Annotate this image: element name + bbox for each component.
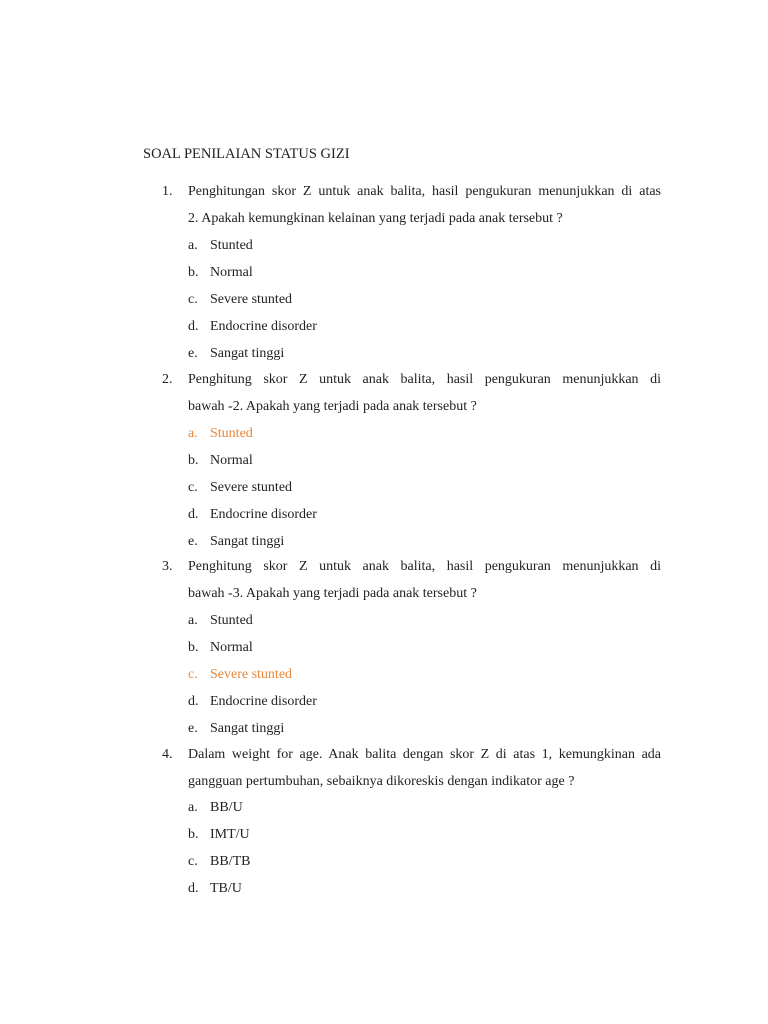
q2-option-e-text: Sangat tinggi	[210, 534, 285, 549]
q1-option-c-letter: c.	[188, 292, 198, 307]
q3-option-e-text: Sangat tinggi	[210, 721, 285, 736]
question-3-line-2: bawah -3. Apakah yang terjadi pada anak tersebut ?	[188, 586, 477, 601]
question-2-line-2: bawah -2. Apakah yang terjadi pada anak tersebut ?	[188, 399, 477, 414]
q4-option-c-letter: c.	[188, 854, 198, 869]
question-1-number: 1.	[162, 184, 173, 199]
q3-option-b-letter: b.	[188, 640, 199, 655]
question-4-number: 4.	[162, 747, 173, 762]
question-3-number: 3.	[162, 559, 173, 574]
q2-option-c-letter: c.	[188, 480, 198, 495]
q1-option-c-text: Severe stunted	[210, 292, 293, 307]
q1-option-b-text: Normal	[210, 265, 253, 280]
q1-option-d-letter: d.	[188, 319, 199, 334]
q1-option-a-letter: a.	[188, 238, 198, 253]
q3-option-b-text: Normal	[210, 640, 253, 655]
q3-option-c-text: Severe stunted	[210, 667, 293, 682]
q3-option-d-text: Endocrine disorder	[210, 694, 317, 709]
q2-option-b-text: Normal	[210, 453, 253, 468]
q4-option-b-letter: b.	[188, 827, 199, 842]
q1-option-d-text: Endocrine disorder	[210, 319, 317, 334]
q4-option-d-letter: d.	[188, 881, 199, 896]
q2-option-d-text: Endocrine disorder	[210, 507, 317, 522]
q3-option-a-text: Stunted	[210, 613, 253, 628]
q2-option-c-text: Severe stunted	[210, 480, 293, 495]
q3-option-a-letter: a.	[188, 613, 198, 628]
q2-option-d-letter: d.	[188, 507, 199, 522]
question-1-line-2: 2. Apakah kemungkinan kelainan yang terjadi pada anak tersebut ?	[188, 211, 563, 226]
q3-option-d-letter: d.	[188, 694, 199, 709]
question-2-number: 2.	[162, 372, 173, 387]
question-1-line-1: Penghitungan skor Z untuk anak balita, hasil pengukuran menunjukkan di atas	[188, 184, 661, 199]
q4-option-a-text: BB/U	[210, 800, 243, 815]
q1-option-e-text: Sangat tinggi	[210, 346, 285, 361]
q1-option-b-letter: b.	[188, 265, 199, 280]
q2-option-e-letter: e.	[188, 534, 198, 549]
q2-option-a-text: Stunted	[210, 426, 253, 441]
q4-option-a-letter: a.	[188, 800, 198, 815]
question-4-line-1: Dalam weight for age. Anak balita dengan skor Z di atas 1, kemungkinan ada	[188, 747, 661, 762]
q2-option-b-letter: b.	[188, 453, 199, 468]
question-4-line-2: gangguan pertumbuhan, sebaiknya dikoreskis dengan indikator age ?	[188, 774, 575, 789]
q2-option-a-letter: a.	[188, 426, 198, 441]
question-3-line-1: Penghitung skor Z untuk anak balita, hasil pengukuran menunjukkan di	[188, 559, 661, 574]
q4-option-c-text: BB/TB	[210, 854, 251, 869]
document-title: SOAL PENILAIAN STATUS GIZI	[143, 146, 350, 162]
q3-option-c-letter: c.	[188, 667, 198, 682]
q1-option-a-text: Stunted	[210, 238, 253, 253]
question-2-line-1: Penghitung skor Z untuk anak balita, hasil pengukuran menunjukkan di	[188, 372, 661, 387]
q4-option-b-text: IMT/U	[210, 827, 250, 842]
q4-option-d-text: TB/U	[210, 881, 242, 896]
q3-option-e-letter: e.	[188, 721, 198, 736]
q1-option-e-letter: e.	[188, 346, 198, 361]
